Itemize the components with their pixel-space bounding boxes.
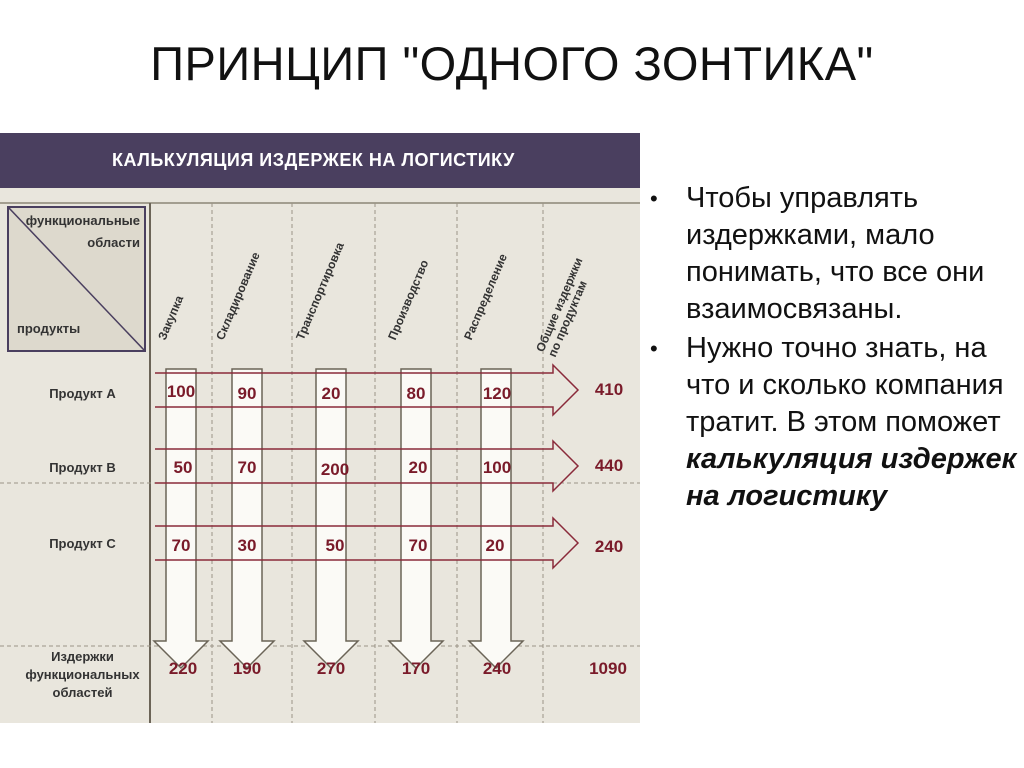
column-header: Распределение bbox=[461, 251, 511, 342]
column-total: 170 bbox=[401, 659, 431, 678]
slide-title: ПРИНЦИП "ОДНОГО ЗОНТИКА" bbox=[150, 37, 874, 90]
cell-value: 200 bbox=[320, 460, 350, 479]
cost-calculation-figure bbox=[0, 133, 640, 723]
cell-value: 30 bbox=[237, 536, 257, 555]
bullet-emphasis: калькуляция издержек на логистику bbox=[686, 443, 1017, 512]
bullet-text: Нужно точно знать, на что и сколько компания тратит. В этом поможет bbox=[686, 332, 1004, 438]
corner-products: продукты bbox=[17, 321, 81, 336]
bullet-list bbox=[648, 180, 1018, 515]
column-header: Производство bbox=[385, 257, 432, 342]
column-header: Складирование bbox=[213, 250, 263, 342]
cell-value: 20 bbox=[321, 384, 341, 403]
cell-value: 70 bbox=[237, 458, 257, 477]
figure-header: КАЛЬКУЛЯЦИЯ ИЗДЕРЖЕК НА ЛОГИСТИКУ bbox=[0, 133, 640, 188]
bullet-item bbox=[648, 330, 1018, 515]
cell-value: 20 bbox=[408, 458, 428, 477]
bullet-dot-icon: • bbox=[650, 186, 658, 211]
column-total: 270 bbox=[316, 659, 346, 678]
cell-value: 50 bbox=[325, 536, 345, 555]
bullet-text: Чтобы управлять издержками, мало понимать, что все они взаимосвязаны. bbox=[686, 182, 985, 325]
bullet-dot-icon: • bbox=[650, 336, 658, 361]
column-header: Транспортировка bbox=[293, 240, 347, 342]
row-total: 240 bbox=[594, 537, 624, 556]
cell-value: 70 bbox=[171, 536, 191, 555]
row-label-product-c: Продукт C bbox=[49, 536, 116, 551]
column-total: 240 bbox=[482, 659, 512, 678]
cell-value: 90 bbox=[237, 384, 257, 403]
column-total: 220 bbox=[168, 659, 198, 678]
grand-total: 1090 bbox=[589, 659, 627, 678]
cell-value: 80 bbox=[406, 384, 426, 403]
bullet-item bbox=[648, 180, 1018, 328]
row-label-product-b: Продукт B bbox=[49, 460, 116, 475]
row-label-product-a: Продукт A bbox=[49, 386, 116, 401]
cell-value: 50 bbox=[173, 458, 193, 477]
cell-value: 120 bbox=[482, 384, 512, 403]
cell-value: 100 bbox=[482, 458, 512, 477]
cell-value: 20 bbox=[485, 536, 505, 555]
cell-value: 100 bbox=[166, 382, 196, 401]
row-label-functional-costs: Издержки функциональных областей bbox=[25, 649, 140, 700]
column-header: Закупка bbox=[155, 293, 187, 342]
corner-functional-areas: функциональные области bbox=[25, 213, 140, 250]
column-header: Общие издержки по продуктам bbox=[533, 255, 590, 359]
row-total: 440 bbox=[594, 456, 624, 475]
row-total: 410 bbox=[594, 380, 624, 399]
corner-cell bbox=[7, 206, 146, 352]
cell-value: 70 bbox=[408, 536, 428, 555]
column-total: 190 bbox=[232, 659, 262, 678]
